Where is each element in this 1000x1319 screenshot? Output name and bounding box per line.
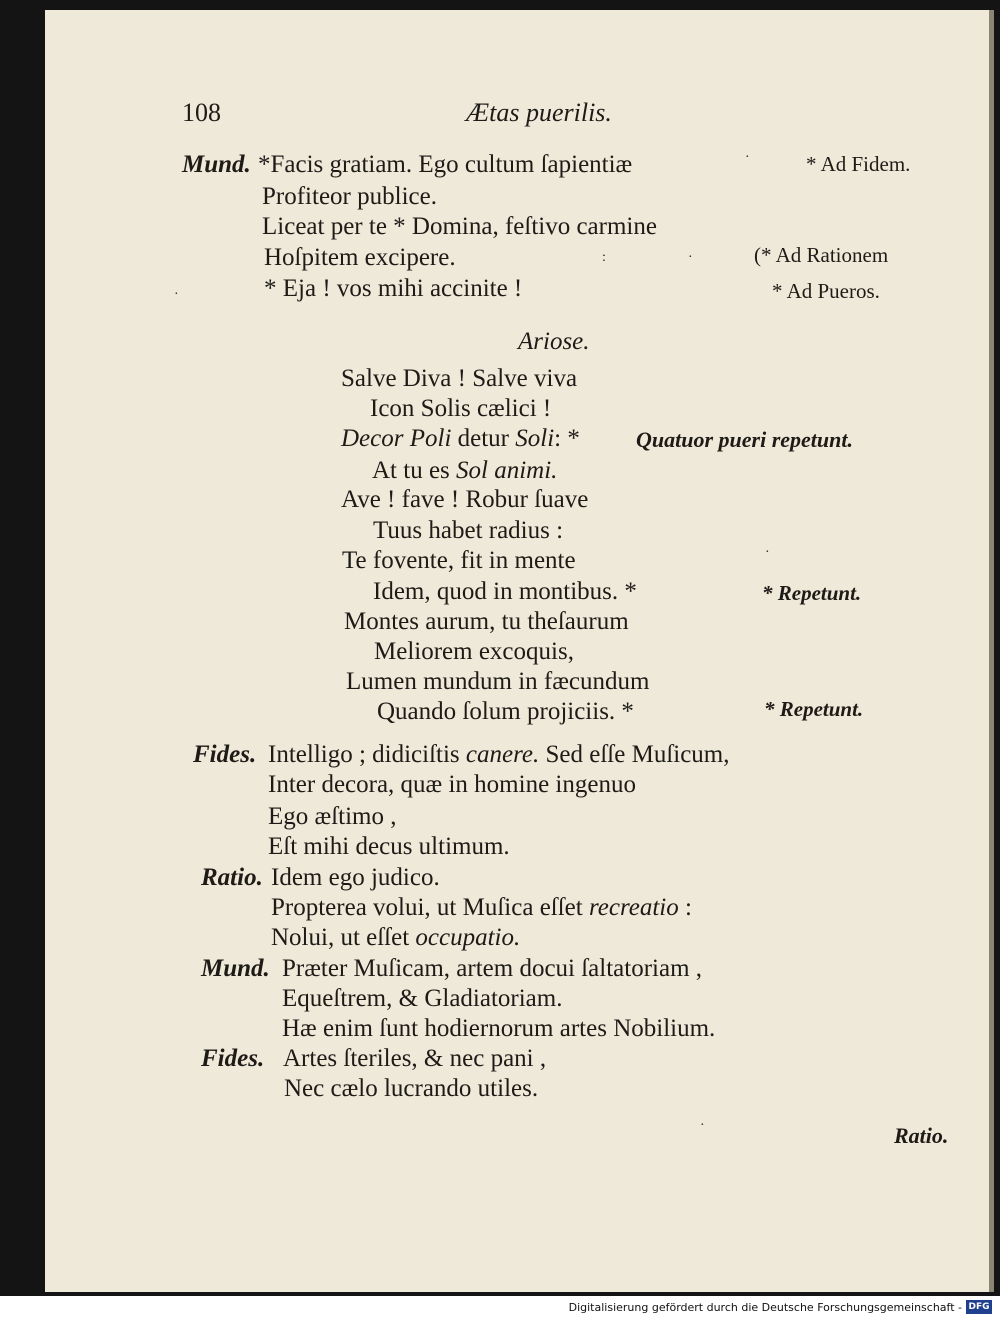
verse-line: Hæ enim ſunt hodiernorum artes Nobilium. — [282, 1015, 716, 1042]
verse-fragment: recreatio — [588, 894, 679, 921]
song-fragment: detur — [457, 425, 510, 452]
verse-line: *Facis gratiam. Ego cultum ſapientiæ — [258, 151, 633, 178]
verse-line — [271, 923, 520, 953]
song-line: Te fovente, fit in mente — [342, 547, 576, 574]
song-fragment: : * — [554, 425, 580, 452]
verse-fragment: Intelligo ; didiciſtis — [268, 741, 460, 768]
song-line: Lumen mundum in fæcundum — [346, 668, 650, 695]
song-line — [341, 424, 580, 454]
song-fragment: Soli — [515, 425, 555, 452]
song-line: Meliorem excoquis, — [374, 638, 574, 665]
verse-line — [268, 740, 730, 770]
ink-speck: · — [174, 287, 179, 302]
page-number: 108 — [182, 98, 221, 127]
dfg-logo: DFG — [966, 1300, 992, 1314]
song-line: Montes aurum, tu theſaurum — [344, 608, 629, 635]
verse-line: Artes ſteriles, & nec pani , — [283, 1045, 547, 1072]
footer-credit: Digitalisierung gefördert durch die Deutsche Forschungsgemeinschaft - — [568, 1301, 962, 1314]
margin-note: * Ad Pueros. — [772, 279, 880, 303]
song-fragment: Sol animi. — [456, 457, 558, 484]
margin-note: (* Ad Rationem — [754, 243, 889, 267]
speaker-label: Ratio. — [201, 864, 263, 891]
verse-fragment: : — [685, 894, 692, 921]
song-line: Quando ſolum projiciis. * — [377, 698, 634, 725]
verse-fragment: Propterea volui, ut Muſica eſſet — [271, 894, 583, 921]
speaker-label: Fides. — [193, 741, 257, 768]
verse-line: * Eja ! vos mihi accinite ! — [264, 275, 523, 302]
ink-speck: : — [602, 250, 606, 265]
verse-line: Liceat per te * Domina, feſtivo carmine — [262, 213, 657, 240]
catchword: Ratio. — [894, 1123, 949, 1148]
verse-line: Ego æſtimo , — [268, 803, 397, 830]
margin-note: * Repetunt. — [762, 581, 862, 605]
verse-line: Profiteor publice. — [262, 183, 437, 210]
verse-fragment: Sed eſſe Muſicum, — [545, 741, 730, 768]
verse-fragment: canere. — [465, 741, 540, 768]
verse-line — [271, 893, 692, 923]
song-line: Idem, quod in montibus. * — [373, 578, 637, 605]
verse-line: Equeſtrem, & Gladiatoriam. — [282, 985, 563, 1012]
margin-note: * Repetunt. — [764, 697, 864, 721]
song-fragment: Decor Poli — [341, 425, 452, 452]
verse-fragment: Nolui, ut eſſet — [271, 924, 410, 951]
verse-line: Nec cælo lucrando utiles. — [284, 1075, 539, 1102]
running-title: Ætas puerilis. — [466, 98, 612, 127]
page-edge — [989, 10, 994, 1292]
song-line: Tuus habet radius : — [373, 517, 564, 544]
speaker-label: Mund. — [201, 955, 270, 982]
ink-speck: · — [688, 250, 693, 265]
speaker-label: Mund. — [182, 151, 251, 178]
margin-note: * Ad Fidem. — [806, 152, 911, 176]
verse-fragment: occupatio. — [415, 924, 521, 951]
ink-speck: · — [765, 545, 770, 560]
song-line — [372, 456, 557, 486]
song-fragment: At tu es — [372, 457, 450, 484]
section-heading: Ariose. — [518, 328, 590, 355]
verse-line: Præter Muſicam, artem docui ſaltatoriam , — [282, 955, 703, 982]
song-line: Icon Solis cælici ! — [370, 395, 552, 422]
ink-speck: · — [745, 150, 750, 165]
verse-line: Idem ego judico. — [271, 864, 440, 891]
verse-line: Inter decora, quæ in homine ingenuo — [268, 771, 636, 798]
song-line: Ave ! fave ! Robur ſuave — [341, 486, 589, 513]
verse-line: Eſt mihi decus ultimum. — [268, 833, 510, 860]
speaker-label: Fides. — [201, 1045, 265, 1072]
song-line: Salve Diva ! Salve viva — [341, 365, 578, 392]
margin-note: Quatuor pueri repetunt. — [636, 427, 853, 452]
verse-line: Hoſpitem excipere. — [264, 244, 456, 271]
ink-speck: · — [700, 1118, 705, 1133]
